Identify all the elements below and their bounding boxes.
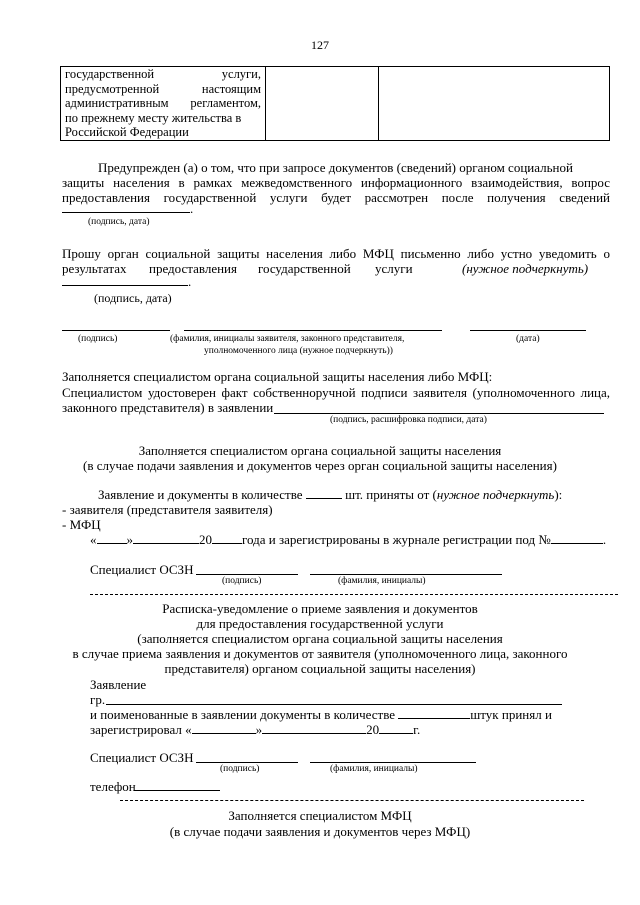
table-cell-empty[interactable]	[266, 67, 379, 141]
cell-line: по прежнему месту жительства в	[65, 110, 242, 125]
year-field[interactable]	[379, 722, 413, 734]
table-row	[61, 67, 610, 141]
year-field[interactable]	[212, 532, 242, 544]
receipt-subtitle: представителя) органом социальной защиты населения)	[164, 661, 476, 676]
docs-text: и поименованные в заявлении документы в количестве	[90, 707, 396, 722]
mfc-title: Заполняется специалистом МФЦ	[228, 808, 412, 823]
quote: «	[90, 532, 97, 547]
phone-field[interactable]	[134, 790, 220, 791]
cell-word: государственной	[65, 67, 155, 81]
accept-text: шт. приняты от (	[345, 487, 437, 502]
warning-line: Предупрежден (а) о том, что при запросе документов (сведений) органом социальной	[98, 160, 573, 175]
signature-label: (подпись)	[220, 764, 260, 774]
receipt-subtitle: в случае приема заявления и документов от заявителя (уполномоченного лица, законного	[72, 646, 568, 661]
specialist-line: законного представителя) в заявлении	[62, 400, 274, 415]
fio-label: уполномоченного лица (нужное подчеркнуть))	[204, 346, 393, 356]
signature-line[interactable]	[274, 413, 604, 414]
cell-line: Российской Федерации	[65, 125, 189, 139]
year-prefix: 20	[366, 722, 380, 737]
cut-line	[120, 800, 584, 801]
reg-text: года и зарегистрированы в журнале регистрации под №	[242, 532, 551, 547]
fio-line[interactable]	[184, 330, 442, 331]
notify-word: услуги	[375, 261, 413, 276]
option-mfc: - МФЦ	[62, 517, 101, 532]
underline-hint: (нужное подчеркнуть)	[462, 261, 589, 276]
year-suffix: г.	[413, 722, 421, 737]
fio-label: (фамилия, инициалы)	[338, 576, 426, 586]
signature-line[interactable]	[62, 285, 188, 286]
receipt-title: Расписка-уведомление о приеме заявления и документов	[162, 601, 478, 616]
month-field[interactable]	[262, 722, 366, 734]
signature-label: (подпись, дата)	[88, 217, 150, 227]
warning-line: предоставления государственной услуги будет рассмотрен после получения сведений	[62, 190, 610, 205]
date-line[interactable]	[470, 330, 586, 331]
notify-word: предоставления	[149, 261, 237, 276]
cut-line	[90, 594, 618, 595]
warning-line: защиты населения в рамках межведомственного информационного взаимодействия, вопрос	[62, 175, 610, 190]
phone-label: телефон	[90, 779, 136, 794]
citizen-field[interactable]	[106, 704, 562, 705]
notify-word: государственной	[258, 261, 351, 276]
fio-label: (фамилия, инициалы)	[330, 764, 418, 774]
signature-line[interactable]	[196, 574, 298, 575]
option-applicant: - заявителя (представителя заявителя)	[62, 502, 273, 517]
quote: »	[255, 722, 263, 737]
notify-word: результатах	[62, 261, 127, 276]
receipt-subtitle: (заполняется специалистом органа социальной защиты населения	[137, 631, 503, 646]
reg-text: зарегистрировал «	[90, 722, 192, 737]
citizen-label: гр.	[90, 692, 106, 707]
table-cell-empty[interactable]	[379, 67, 610, 141]
section-title: Заполняется специалистом органа социальной защиты населения	[138, 443, 502, 458]
specialist-label: Специалист ОСЗН	[90, 750, 194, 765]
signature-label: (подпись, расшифровка подписи, дата)	[330, 415, 487, 425]
table-cell-description	[61, 67, 266, 141]
specialist-line: Специалистом удостоверен факт собственноручной подписи заявителя (уполномоченного лица,	[62, 385, 610, 400]
quote: »	[126, 532, 133, 547]
underline-hint: нужное подчеркнуть	[436, 487, 555, 502]
reg-number-field[interactable]	[551, 532, 603, 544]
cell-word: услуги,	[221, 67, 261, 81]
accept-text: Заявление и документы в количестве	[98, 487, 303, 502]
signature-line[interactable]	[196, 762, 298, 763]
signature-label: (подпись)	[78, 334, 118, 344]
date-label: (дата)	[516, 334, 540, 344]
signature-line[interactable]	[62, 212, 190, 213]
count-field[interactable]	[306, 487, 342, 499]
month-field[interactable]	[133, 532, 199, 544]
signature-label: (подпись, дата)	[94, 291, 172, 305]
section-subtitle: (в случае подачи заявления и документов через орган социальной защиты населения)	[83, 458, 557, 473]
receipt-title: для предоставления государственной услуги	[196, 616, 444, 631]
day-field[interactable]	[97, 532, 127, 544]
fio-line[interactable]	[310, 762, 476, 763]
day-field[interactable]	[192, 722, 256, 734]
specialist-label: Специалист ОСЗН	[90, 562, 194, 577]
statement-label: Заявление	[90, 677, 147, 692]
cell-word: предусмотренной	[65, 81, 160, 96]
notify-line: Прошу орган социальной защиты населения либо МФЦ письменно либо устно уведомить о	[62, 246, 610, 261]
year-prefix: 20	[199, 532, 212, 547]
specialist-heading: Заполняется специалистом органа социальной защиты населения либо МФЦ:	[62, 369, 493, 384]
signature-line[interactable]	[62, 330, 170, 331]
mfc-subtitle: (в случае подачи заявления и документов через МФЦ)	[169, 824, 471, 839]
docs-text: штук принял и	[470, 707, 552, 722]
docs-count-field[interactable]	[398, 707, 470, 719]
page-number: 127	[311, 38, 329, 52]
cell-word: регламентом,	[190, 96, 261, 110]
cell-word: административным	[65, 96, 169, 110]
cell-word: настоящим	[201, 81, 261, 96]
signature-label: (подпись)	[222, 576, 262, 586]
fio-line[interactable]	[310, 574, 502, 575]
accept-text: ):	[554, 487, 563, 502]
fio-label: (фамилия, инициалы заявителя, законного представителя,	[170, 334, 405, 344]
form-table	[60, 66, 610, 141]
